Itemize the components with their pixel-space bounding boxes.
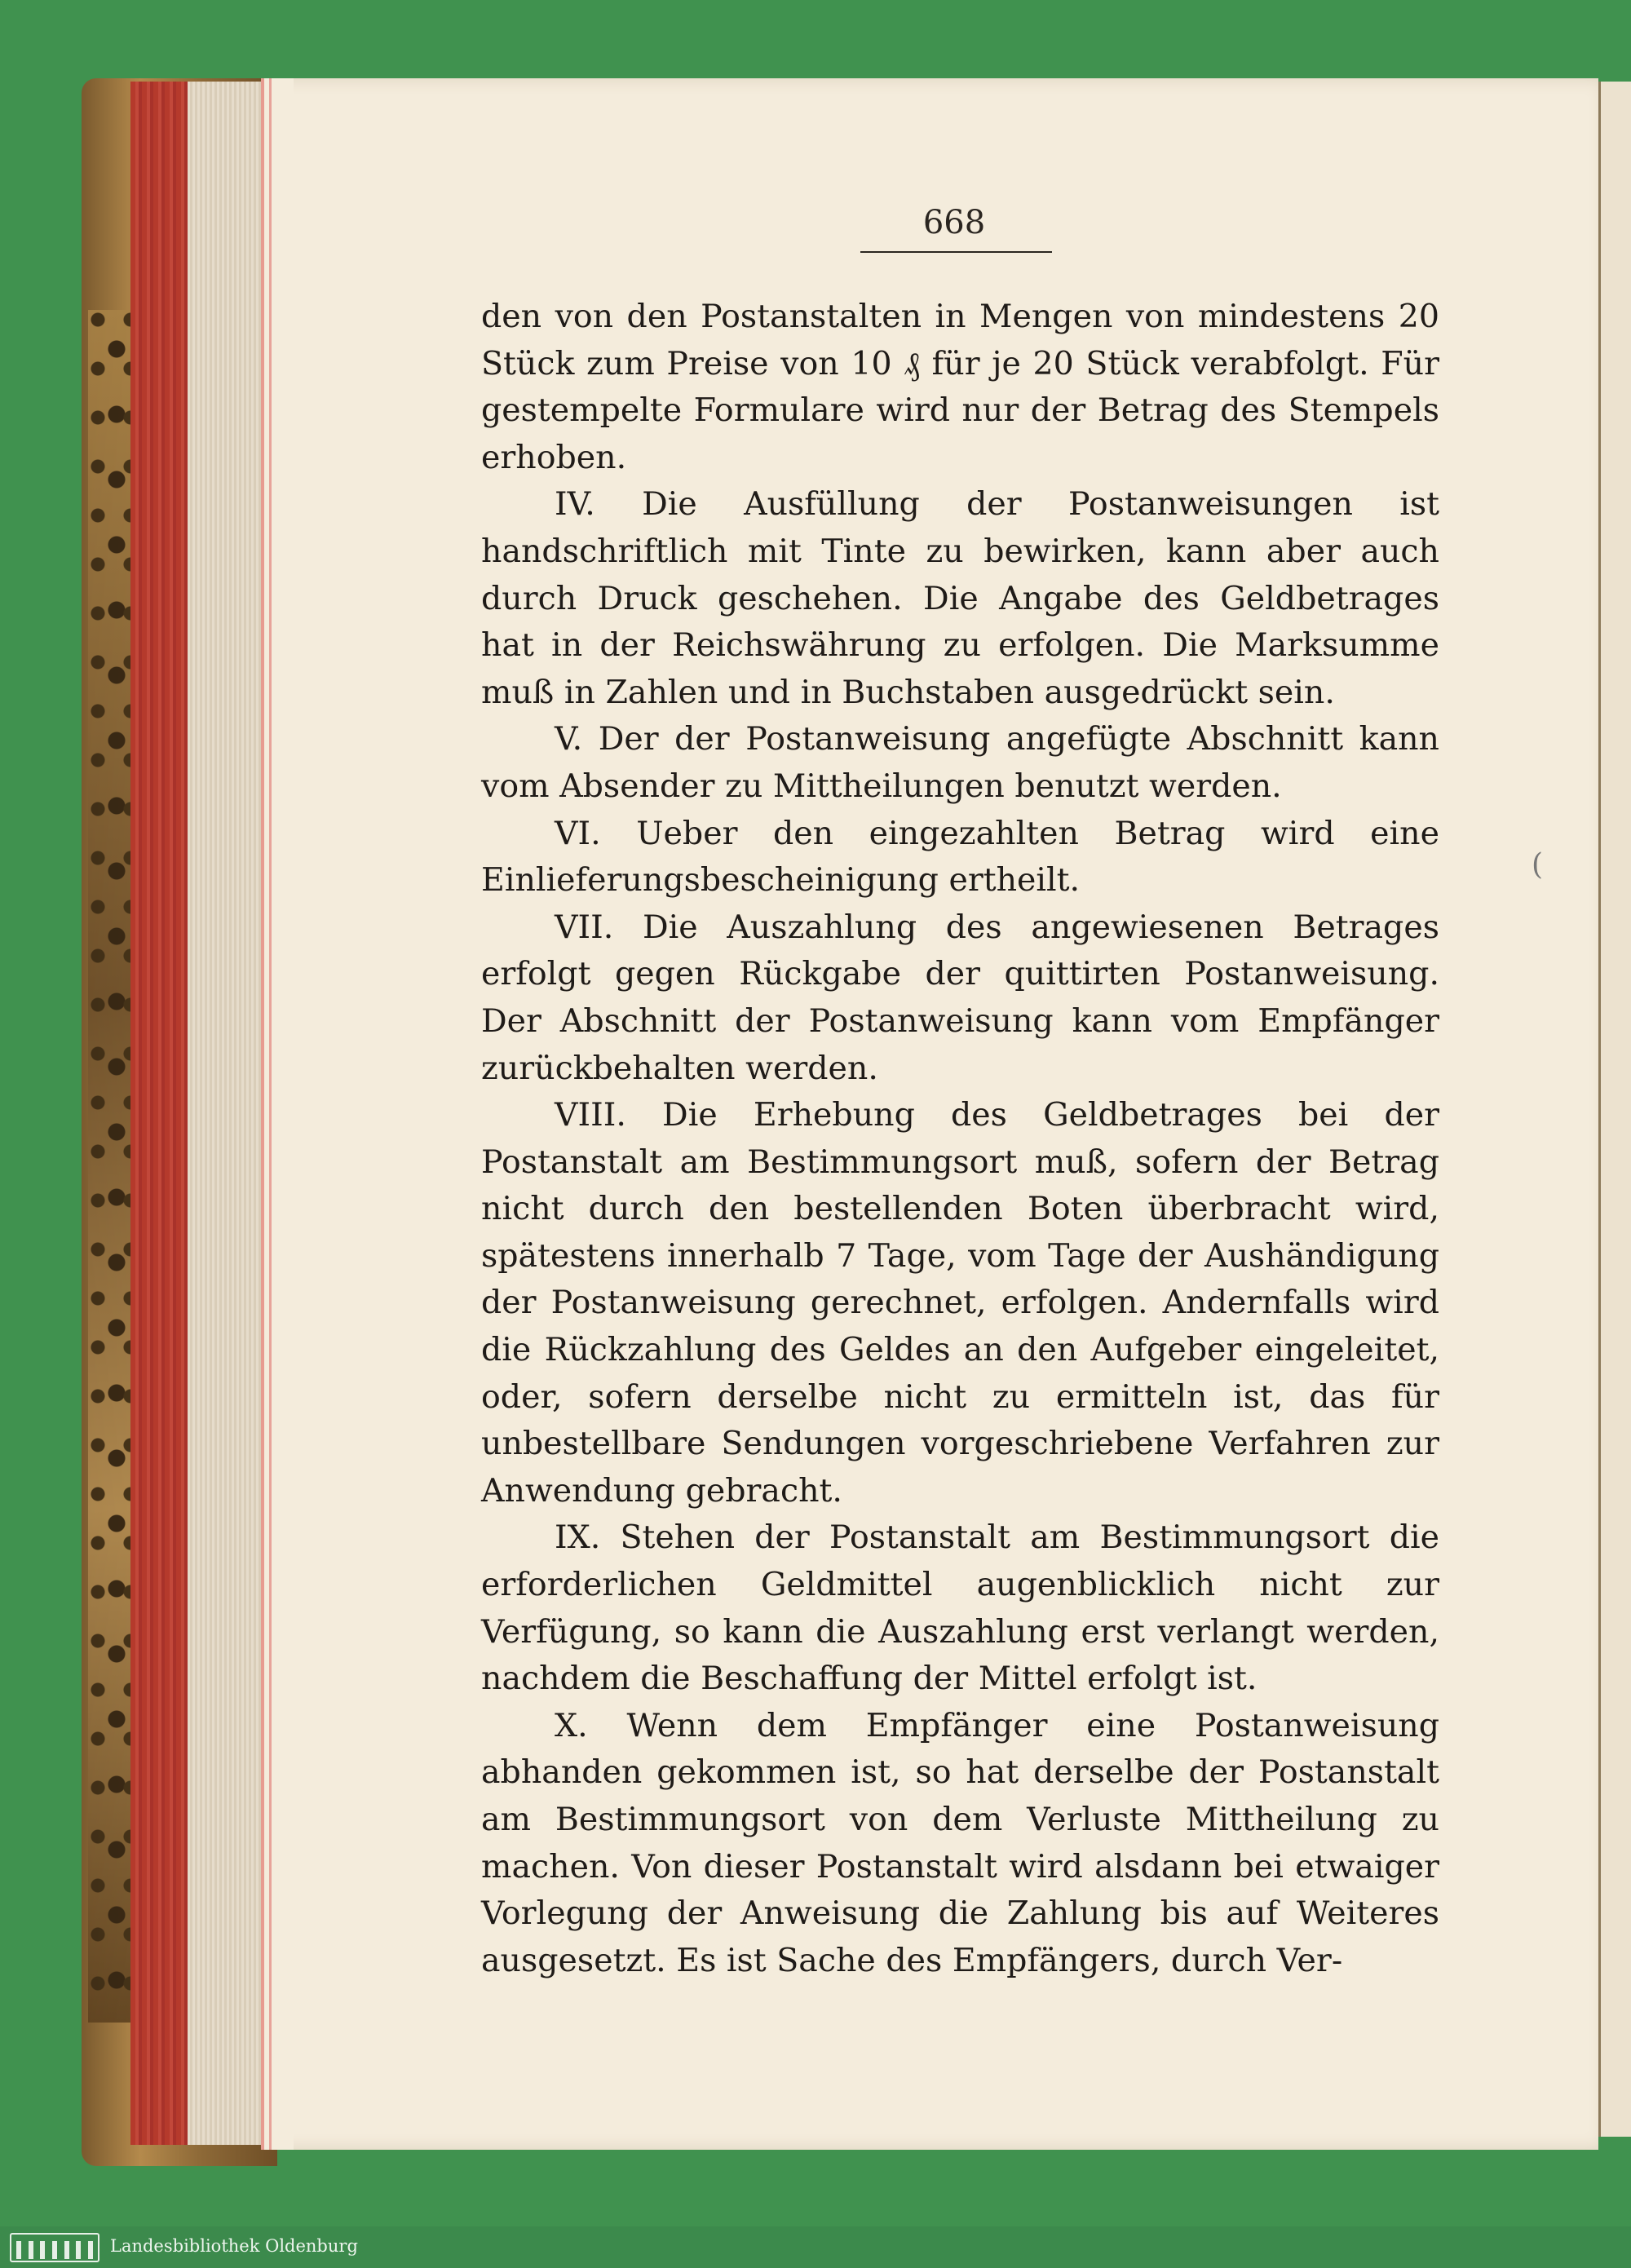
facing-page-edge xyxy=(1598,82,1631,2137)
paragraph: VI. Ueber den eingezahlten Betrag wird eine Einlieferungsbescheinigung ertheilt. xyxy=(481,814,1439,900)
page-margin-rule xyxy=(261,78,294,2150)
paragraph: IV. Die Ausfüllung der Postanweisungen ist handschriftlich mit Tinte zu bewirken, kann aber auch durch Druck geschehen. Die Angabe des Geldbetrages hat in der Reichswährung zu erfolgen. Die Marksumme muß in Zahlen und in Buchstaben ausgedrückt sein. xyxy=(481,485,1439,711)
page-number: 668 xyxy=(922,204,986,241)
paragraph: VIII. Die Erhebung des Geldbetrages bei der Postanstalt am Bestimmungsort muß, sofern der Betrag nicht durch den bestellenden Boten überbracht wird, spätestens innerhalb 7 Tage, vom Tage der Aushändigung der Postanweisung gerechnet, erfolgen. Andernfalls wird die Rückzahlung des Geldes an den Aufgeber eingeleitet, oder, sofern derselbe nicht zu ermitteln ist, das für unbestellbare Sendungen vorgeschriebene Verfahren zur Anwendung gebracht. xyxy=(481,1096,1439,1510)
paragraph: IX. Stehen der Postanstalt am Bestimmungsort die erforderlichen Geldmittel augenblicklich nicht zur Verfügung, so kann die Auszahlung erst verlangt werden, nachdem die Beschaffung der Mittel erfolgt ist. xyxy=(481,1519,1439,1698)
page-number-rule xyxy=(860,251,1052,253)
library-name: Landesbibliothek Oldenburg xyxy=(110,2236,358,2256)
page-text xyxy=(481,294,1439,1984)
margin-mark: ( xyxy=(1532,848,1544,882)
paragraph: VII. Die Auszahlung des angewiesenen Betrages erfolgt gegen Rückgabe der quittirten Postanweisung. Der Abschnitt der Postanweisung kann vom Empfänger zurückbehalten werden. xyxy=(481,908,1439,1087)
paragraph: X. Wenn dem Empfänger eine Postanweisung abhanden gekommen ist, so hat derselbe der Postanstalt am Bestimmungsort von dem Verluste Mittheilung zu machen. Von dieser Postanstalt wird alsdann bei etwaiger Vorlegung der Anweisung die Zahlung bis auf Weiteres ausgesetzt. Es ist Sache des Empfängers, durch Ver- xyxy=(481,1706,1439,1979)
paragraph: den von den Postanstalten in Mengen von mindestens 20 Stück zum Preise von 10 ₰ für je 20 Stück verabfolgt. Für gestempelte Formulare wird nur der Betrag des Stempels erhoben. xyxy=(481,298,1439,476)
paragraph: V. Der der Postanweisung angefügte Abschnitt kann vom Absender zu Mittheilungen benutzt werden. xyxy=(481,720,1439,805)
library-logo-icon xyxy=(10,2233,99,2262)
page-stack-edges xyxy=(188,82,261,2145)
